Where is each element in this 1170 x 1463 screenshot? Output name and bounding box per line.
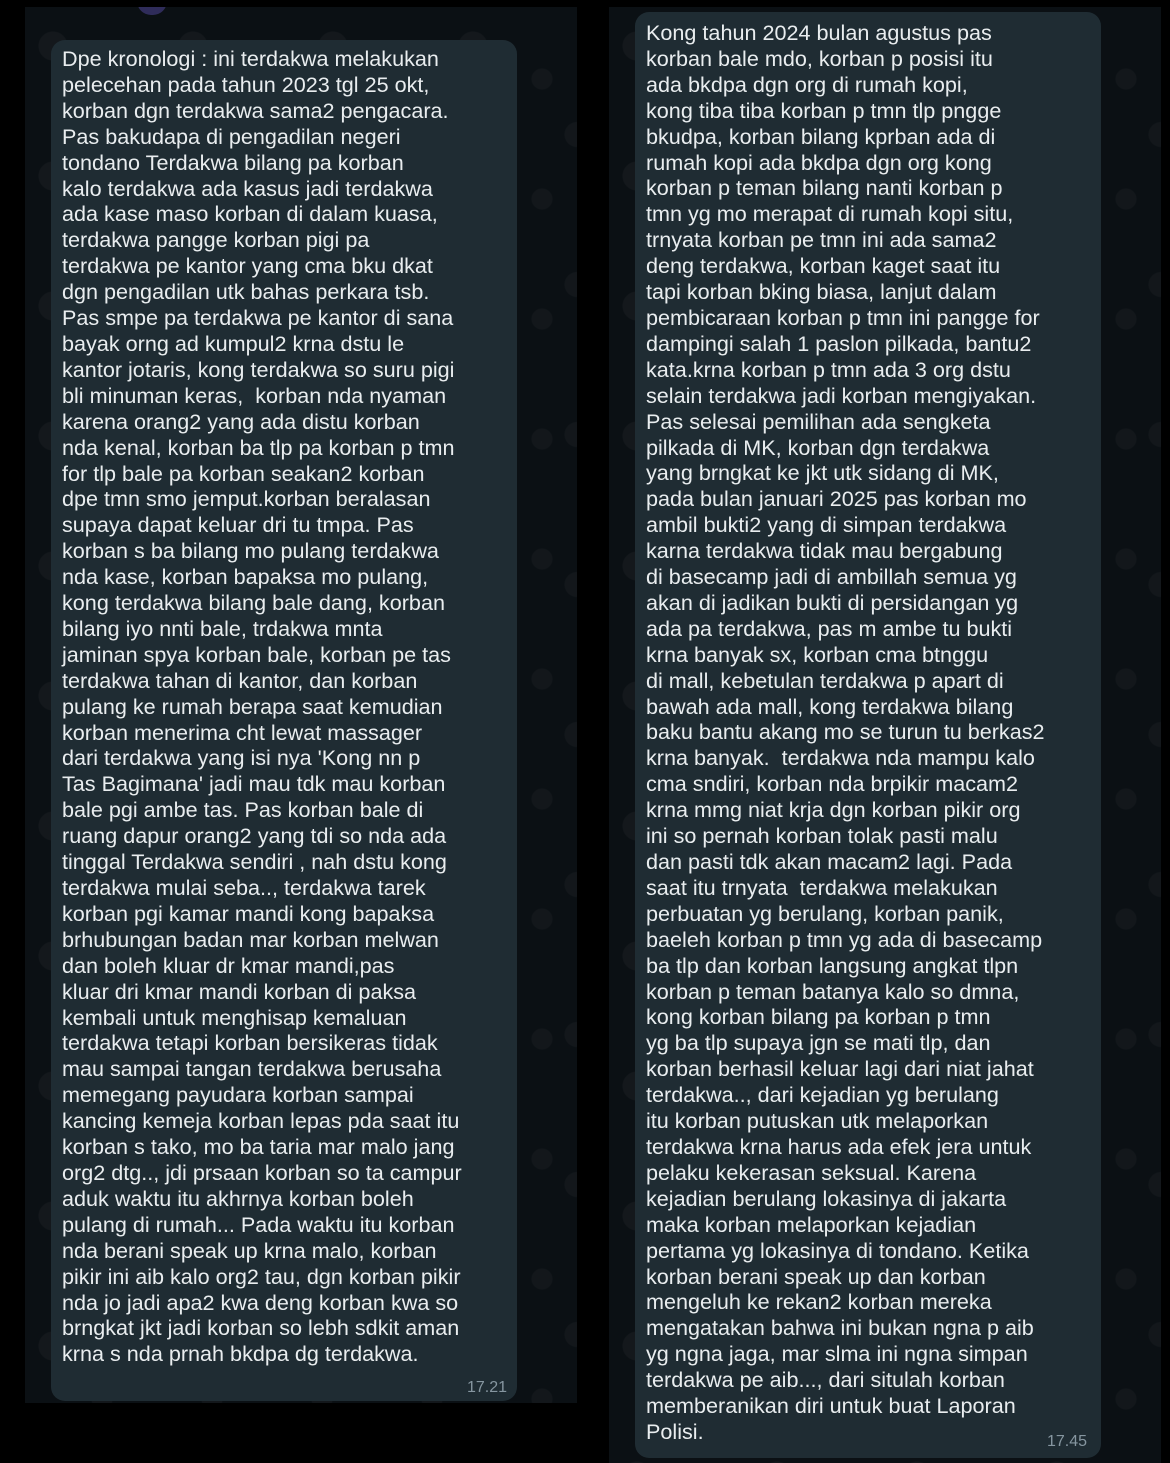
message-bubble-right[interactable] [635,12,1101,1458]
message-bubble-left[interactable] [51,40,517,1401]
contact-avatar[interactable] [137,7,167,15]
message-text: Dpe kronologi : ini terdakwa melakukan pelecehan pada tahun 2023 tgl 25 okt, korban dgn terdakwa sama2 pengacara. Pas bakudapa di pengadilan negeri tondano Terdakwa bilang pa korban kalo terdakwa ada kasus jadi terdakwa ada kase maso korban di dalam kuasa, terdakwa pangge korban pigi pa terdakwa pe kantor yang cma bku dkat dgn pengadilan utk bahas perkara tsb. Pas smpe pa terdakwa pe kantor di sana bayak orng ad kumpul2 krna dstu le kantor jotaris, kong terdakwa so suru pigi bli minuman keras, korban nda nyaman karena orang2 yang ada distu korban nda kenal, korban ba tlp pa korban p tmn for tlp bale pa korban seakan2 korban dpe tmn smo jemput.korban beralasan supaya dapat keluar dri tu tmpa. Pas korban s ba bilang mo pulang terdakwa nda kase, korban bapaksa mo pulang, kong terdakwa bilang bale dang, korban bilang iyo nnti bale, trdakwa mnta jaminan spya korban bale, korban pe tas terdakwa tahan di kantor, dan korban pulang ke rumah berapa saat kemudian korban menerima cht lewat massager dari terdakwa yang isi nya 'Kong nn p Tas Bagimana' jadi mau tdk mau korban bale pgi ambe tas. Pas korban bale di ruang dapur orang2 yang tdi so nda ada tinggal Terdakwa sendiri , nah dstu kong terdakwa mulai seba.., terdakwa tarek korban pgi kamar mandi kong bapaksa brhubungan badan mar korban melwan dan boleh kluar dr kmar mandi,pas kluar dri kmar mandi korban di paksa kembali untuk menghisap kemaluan terdakwa tetapi korban bersikeras tidak mau sampai tangan terdakwa berusaha memegang payudara korban sampai kancing kemeja korban lepas pda saat itu korban s tako, mo ba taria mar malo jang org2 dtg.., jdi prsaan korban so ta campur aduk waktu itu akhrnya korban boleh pulang di rumah... Pada waktu itu korban nda berani speak up krna malo, korban pikir ini aib kalo org2 tau, dgn korban pikir nda jo jadi apa2 kwa deng korban kwa so brngkat jkt jadi korban so lebh sdkit aman krna s nda prnah bkdpa dg terdakwa. [62,46,462,1367]
message-text: Kong tahun 2024 bulan agustus pas korban bale mdo, korban p posisi itu ada bkdpa dgn org di rumah kopi, kong tiba tiba korban p tmn tlp pngge bkudpa, korban bilang kprban ada di rumah kopi ada bkdpa dgn org kong korban p teman bilang nanti korban p tmn yg mo merapat di rumah kopi situ, trnyata korban pe tmn ini ada sama2 deng terdakwa, korban kaget saat itu tapi korban bking biasa, lanjut dalam pembicaraan korban p tmn ini pangge for dampingi salah 1 paslon pilkada, bantu2 kata.krna korban p tmn ada 3 org dstu selain terdakwa jadi korban mengiyakan. Pas selesai pemilihan ada sengketa pilkada di MK, korban dgn terdakwa yang brngkat ke jkt utk sidang di MK, pada bulan januari 2025 pas korban mo ambil bukti2 yang di simpan terdakwa karna terdakwa tidak mau bergabung di basecamp jadi di ambillah semua yg akan di jadikan bukti di persidangan yg ada pa terdakwa, pas m ambe tu bukti krna banyak sx, korban cma btnggu di mall, kebetulan terdakwa p apart di bawah ada mall, kong terdakwa bilang baku bantu akang mo se turun tu berkas2 krna banyak. terdakwa nda mampu kalo cma sndiri, korban nda brpikir macam2 krna mmg niat krja dgn korban pikir org ini so pernah korban tolak pasti malu dan pasti tdk akan macam2 lagi. Pada saat itu trnyata terdakwa melakukan perbuatan yg berulang, korban panik, baeleh korban p tmn yg ada di basecamp ba tlp dan korban langsung angkat tlpn korban p teman batanya kalo so dmna, kong korban bilang pa korban p tmn yg ba tlp supaya jgn se mati tlp, dan korban berhasil keluar lagi dari niat jahat terdakwa.., dari kejadian yg berulang itu korban putuskan utk melaporkan terdakwa krna harus ada efek jera untuk pelaku kekerasan seksual. Karena kejadian berulang lokasinya di jakarta maka korban melaporkan kejadian pertama yg lokasinya di tondano. Ketika korban berani speak up dan korban mengeluh ke rekan2 korban mereka mengatakan bahwa ini bukan ngna p aib yg ngna jaga, mar slma ini ngna simpan terdakwa pe aib..., dari situlah korban memberanikan diri untuk buat Laporan Polisi. [646,20,1045,1444]
message-timestamp: 17.21 [467,1379,508,1396]
message-timestamp: 17.45 [1047,1433,1088,1450]
